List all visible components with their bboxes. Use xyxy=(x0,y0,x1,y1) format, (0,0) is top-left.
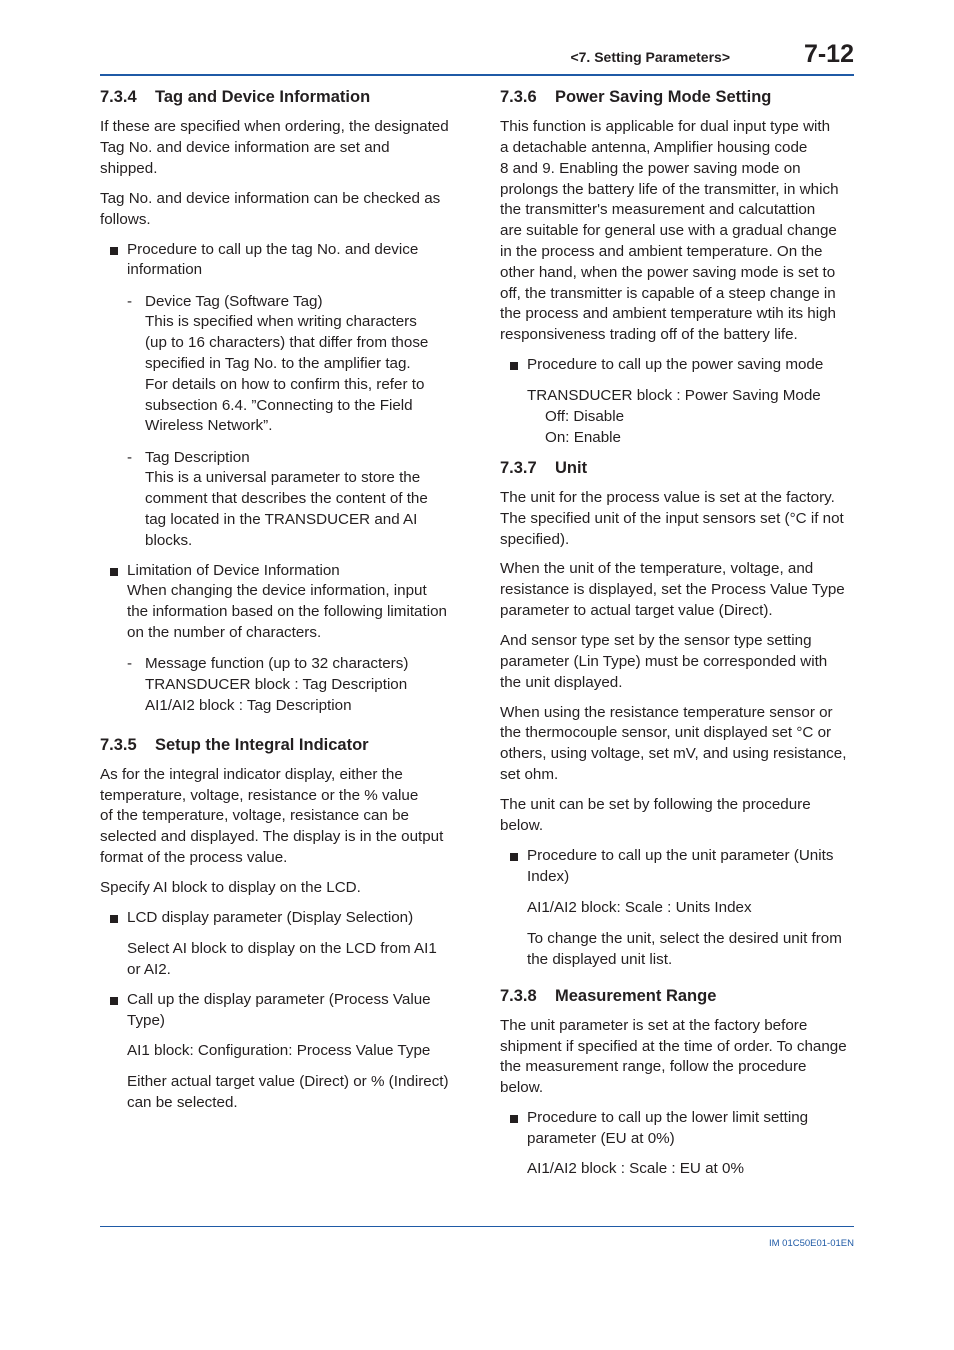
text-line: The unit can be set by following the procedure xyxy=(500,796,811,814)
text-line: tag located in the TRANSDUCER and AI xyxy=(145,510,418,528)
bullet-square-icon xyxy=(110,997,118,1005)
indented-text xyxy=(500,407,856,449)
text-line: Limitation of Device Information xyxy=(127,561,340,579)
indented-text xyxy=(500,1159,856,1180)
text-line: the measurement range, follow the procedure xyxy=(500,1058,807,1076)
text-line: specified). xyxy=(500,530,570,548)
text-line: format of the process value. xyxy=(100,849,288,867)
text-line: Tag Description xyxy=(145,448,250,466)
text-line: When changing the device information, input xyxy=(127,582,427,600)
dash-item: - Device Tag (Software Tag) This is specified when writing characters (up to 16 characters) that differ from those specified in Tag No. to the amplifier tag. For details on how to confirm this, refer to subsection 6.4. ”Connecting to the Field Wireless Network”. xyxy=(127,292,429,435)
text-line: below. xyxy=(500,816,544,834)
dash-item: - Tag Description This is a universal parameter to store the comment that describes the content of the tag located in the TRANSDUCER and AI blocks. xyxy=(127,448,428,549)
text-line: responsiveness trading off of the battery life. xyxy=(500,326,798,344)
section-heading-7-3-4: 7.3.4 Tag and Device Information xyxy=(100,88,371,106)
text-line: temperature, voltage, resistance or the % value xyxy=(100,786,419,804)
bullet-square-icon xyxy=(110,915,118,923)
paragraph xyxy=(500,488,856,550)
paragraph xyxy=(500,703,856,786)
text-line: Wireless Network”. xyxy=(145,417,273,435)
text-line: parameter (EU at 0%) xyxy=(527,1129,675,1147)
section-heading-7-3-6: 7.3.6 Power Saving Mode Setting xyxy=(500,88,772,106)
text-line: are suitable for general use with a gradual change xyxy=(500,222,837,240)
text-line: Tag No. and device information can be checked as xyxy=(100,189,441,207)
text-line: comment that describes the content of the xyxy=(145,490,428,508)
text-line: resistance is displayed, set the Process Value Type xyxy=(500,581,845,599)
right-column xyxy=(500,86,856,1180)
text-line: of the temperature, voltage, resistance can be xyxy=(100,807,409,825)
text-line: When using the resistance temperature sensor or xyxy=(500,703,833,721)
section-heading-7-3-8: 7.3.8 Measurement Range xyxy=(500,986,717,1005)
text-line: The specified unit of the input sensors set (°C if not xyxy=(500,509,844,527)
paragraph xyxy=(500,1016,856,1099)
text-line: If these are specified when ordering, the designated xyxy=(100,118,449,136)
footer-rule xyxy=(100,1226,854,1227)
bullet-square-icon xyxy=(510,853,518,861)
bullet-item xyxy=(100,240,456,282)
text-line: off, the transmitter is capable of a steep change in xyxy=(500,284,836,302)
text-line: LCD display parameter (Display Selection) xyxy=(127,908,414,926)
text-line: As for the integral indicator display, either the xyxy=(100,765,403,783)
text-line: below. xyxy=(500,1079,544,1097)
bullet-item xyxy=(500,355,856,376)
header-rule xyxy=(100,74,854,76)
text-line: 8 and 9. Enabling the power saving mode on xyxy=(500,159,801,177)
left-column xyxy=(100,86,456,1114)
text-line: The unit for the process value is set at the factory. xyxy=(500,488,835,506)
text-line: This is specified when writing characters xyxy=(145,313,417,331)
text-line: Procedure to call up the power saving mode xyxy=(527,356,824,374)
text-line: the process and ambient temperature wtih its high xyxy=(500,305,836,323)
text-line: Procedure to call up the lower limit setting xyxy=(527,1109,809,1127)
text-line: Procedure to call up the tag No. and device xyxy=(127,240,419,258)
text-line: information xyxy=(127,261,203,279)
indented-text xyxy=(100,1072,456,1114)
text-line: in the process and ambient temperature. On the xyxy=(500,242,823,260)
text-line: The unit parameter is set at the factory before xyxy=(500,1016,808,1034)
text-line: Message function (up to 32 characters) xyxy=(145,655,409,673)
paragraph xyxy=(500,559,856,621)
paragraph xyxy=(100,765,456,869)
text-line: on the number of characters. xyxy=(127,624,322,642)
text-line: Procedure to call up the unit parameter (Units xyxy=(527,846,834,864)
text-line: Call up the display parameter (Process Value xyxy=(127,990,431,1008)
text-line: Index) xyxy=(527,867,570,885)
dash-item: - Message function (up to 32 characters) TRANSDUCER block : Tag Description AI1/AI2 block : Tag Description xyxy=(127,655,409,714)
text-line: parameter to actual target value (Direct). xyxy=(500,602,773,620)
text-line: a detachable antenna, Amplifier housing code xyxy=(500,138,808,156)
bullet-square-icon xyxy=(110,568,118,576)
paragraph xyxy=(500,631,856,693)
text-line: AI1/AI2 block : Tag Description xyxy=(145,696,352,714)
text-line: This is a universal parameter to store the xyxy=(145,469,421,487)
bullet-item xyxy=(100,908,456,929)
text-line: Off: Disable xyxy=(545,408,625,426)
text-line: selected and displayed. The display is in the output xyxy=(100,828,444,846)
text-line: AI1/AI2 block: Scale : Units Index xyxy=(527,898,752,916)
text-line: blocks. xyxy=(145,531,193,549)
text-line: When the unit of the temperature, voltage, and xyxy=(500,560,814,578)
text-line: Either actual target value (Direct) or % (Indirect) xyxy=(127,1072,449,1090)
bullet-square-icon xyxy=(510,1115,518,1123)
text-line: This function is applicable for dual input type with xyxy=(500,118,831,136)
text-line: shipped. xyxy=(100,159,158,177)
text-line: the displayed unit list. xyxy=(527,950,673,968)
text-line: other hand, when the power saving mode is set to xyxy=(500,263,836,281)
text-line: And sensor type set by the sensor type setting xyxy=(500,632,812,650)
chapter-header: <7. Setting Parameters> xyxy=(570,49,730,65)
text-line: To change the unit, select the desired unit from xyxy=(527,929,842,947)
text-line: For details on how to confirm this, refer to xyxy=(145,375,425,393)
text-line: follows. xyxy=(100,210,151,228)
text-line: others, using voltage, set mV, and using resistance, xyxy=(500,745,847,763)
text-line: TRANSDUCER block : Power Saving Mode xyxy=(527,387,821,405)
text-line: AI1/AI2 block : Scale : EU at 0% xyxy=(527,1159,744,1177)
text-line: specified in Tag No. to the amplifier tag. xyxy=(145,354,411,372)
paragraph xyxy=(500,117,856,346)
text-line: prolongs the battery life of the transmitter, in which xyxy=(500,180,839,198)
text-line: On: Enable xyxy=(545,428,621,446)
paragraph xyxy=(100,878,456,899)
bullet-square-icon xyxy=(510,362,518,370)
text-line: can be selected. xyxy=(127,1093,238,1111)
bullet-square-icon xyxy=(110,247,118,255)
section-heading-7-3-5: 7.3.5 Setup the Integral Indicator xyxy=(100,735,369,754)
text-line: AI1 block: Configuration: Process Value Type xyxy=(127,1041,431,1059)
indented-text xyxy=(500,386,856,407)
text-line: subsection 6.4. ”Connecting to the Field xyxy=(145,396,413,414)
section-heading-7-3-7: 7.3.7 Unit xyxy=(500,458,588,477)
paragraph xyxy=(100,117,456,179)
text-line: the information based on the following limitation xyxy=(127,603,447,621)
text-line: shipment if specified at the time of order. To change xyxy=(500,1037,847,1055)
text-line: TRANSDUCER block : Tag Description xyxy=(145,676,408,694)
bullet-item xyxy=(100,561,456,644)
text-line: set ohm. xyxy=(500,766,559,784)
text-line: Device Tag (Software Tag) xyxy=(145,292,323,310)
text-line: Specify AI block to display on the LCD. xyxy=(100,879,361,896)
text-line: the unit displayed. xyxy=(500,673,623,691)
indented-text xyxy=(100,939,456,981)
text-line: or AI2. xyxy=(127,960,171,978)
bullet-item xyxy=(500,1108,856,1150)
text-line: Tag No. and device information are set and xyxy=(100,138,390,156)
indented-text xyxy=(500,929,856,971)
bullet-item xyxy=(500,846,856,888)
text-line: the transmitter's measurement and calcutattion xyxy=(500,201,816,219)
indented-text xyxy=(100,1041,456,1062)
bullet-item xyxy=(100,990,456,1032)
text-line: Select AI block to display on the LCD from AI1 xyxy=(127,940,437,958)
text-line: Type) xyxy=(127,1011,165,1029)
text-line: the thermocouple sensor, unit displayed set °C or xyxy=(500,724,832,742)
indented-text xyxy=(500,898,856,919)
document-id: IM 01C50E01-01EN xyxy=(768,1238,854,1249)
paragraph xyxy=(500,795,856,837)
page-number: 7-12 xyxy=(803,40,854,68)
text-line: (up to 16 characters) that differ from those xyxy=(145,334,429,352)
paragraph xyxy=(100,189,456,231)
text-line: parameter (Lin Type) must be corresponded with xyxy=(500,652,828,670)
